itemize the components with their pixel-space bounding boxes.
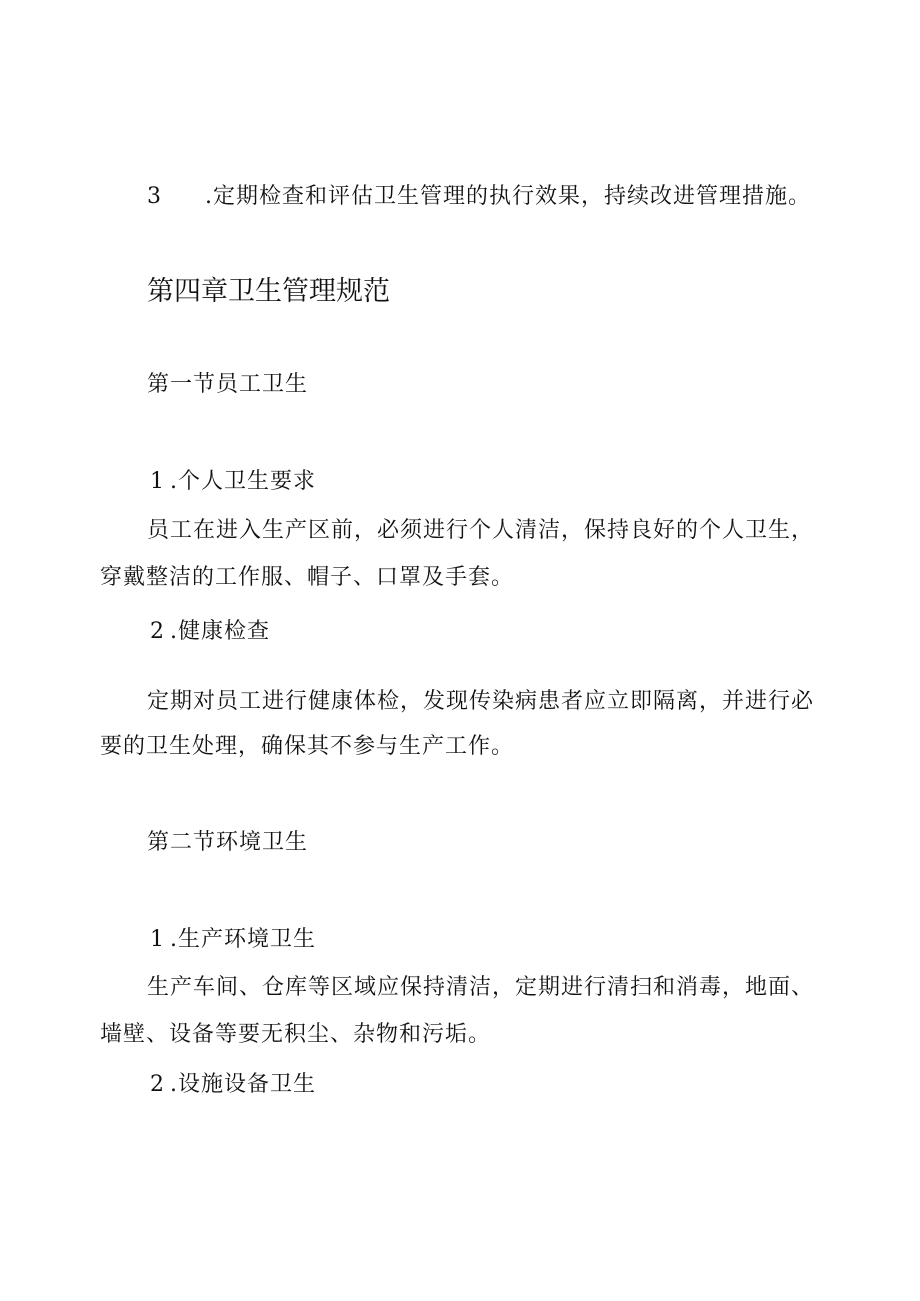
list-number: 3 bbox=[147, 184, 162, 209]
chapter-title: 第四章卫生管理规范 bbox=[147, 276, 390, 307]
list-title: .个人卫生要求 bbox=[170, 469, 316, 494]
section-title: 第一节员工卫生 bbox=[147, 372, 309, 397]
paragraph-line: 穿戴整洁的工作服、帽子、口罩及手套。 bbox=[100, 565, 515, 590]
list-number: 1 bbox=[150, 469, 165, 494]
paragraph-line: 生产车间、仓库等区域应保持清洁，定期进行清扫和消毒，地面、 bbox=[147, 975, 815, 1000]
list-item-2 bbox=[150, 617, 270, 647]
paragraph-line: 墙壁、设备等要无积尘、杂物和污垢。 bbox=[100, 1022, 492, 1047]
list-item-1 bbox=[150, 925, 316, 955]
list-title: .设施设备卫生 bbox=[170, 1072, 316, 1097]
list-number: 2 bbox=[150, 1072, 165, 1097]
list-item-2 bbox=[150, 1070, 316, 1100]
paragraph-line: 定期对员工进行健康体检，发现传染病患者应立即隔离，并进行必 bbox=[147, 689, 815, 714]
list-number: 2 bbox=[150, 619, 165, 644]
paragraph-line: 要的卫生处理，确保其不参与生产工作。 bbox=[100, 734, 515, 759]
list-item-3 bbox=[147, 182, 811, 212]
paragraph-line: 员工在进入生产区前，必须进行个人清洁，保持良好的个人卫生， bbox=[147, 518, 815, 543]
list-number: 1 bbox=[150, 927, 165, 952]
section-title: 第二节环境卫生 bbox=[147, 830, 309, 855]
list-title: .生产环境卫生 bbox=[170, 927, 316, 952]
list-item-1 bbox=[150, 467, 316, 497]
list-title: .健康检查 bbox=[170, 619, 270, 644]
list-text: .定期检查和评估卫生管理的执行效果，持续改进管理措施。 bbox=[205, 184, 811, 209]
